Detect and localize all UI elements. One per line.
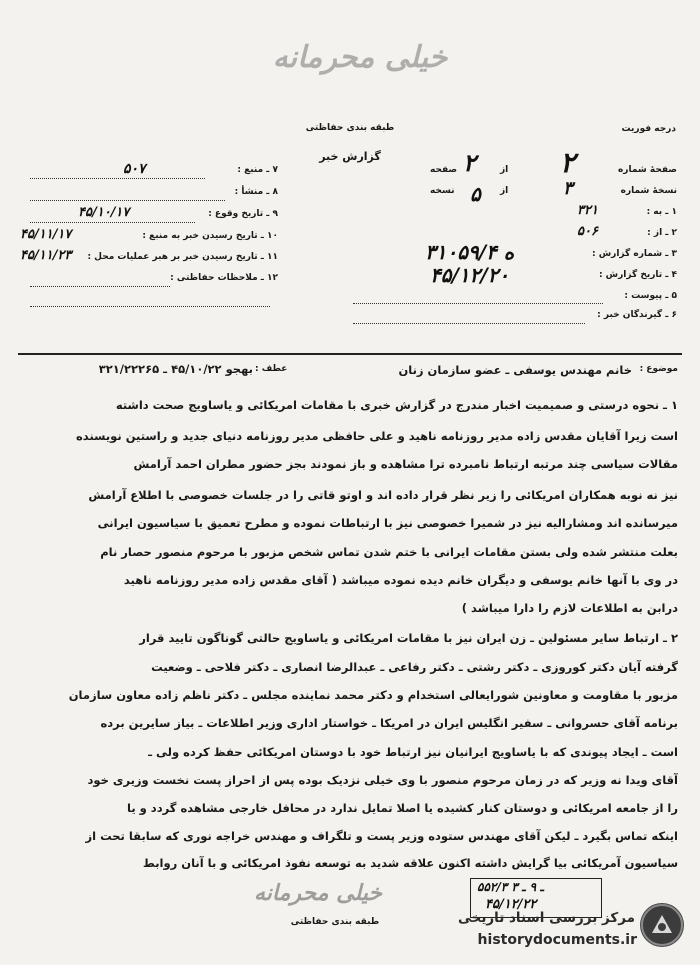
report-title: گزارش خبر: [319, 150, 381, 163]
header-divider: [18, 353, 682, 355]
field-report-date-value: ۴۵/۱۲/۲۰: [430, 263, 510, 287]
dotted-line: [30, 286, 170, 287]
field-security-notes-label: ۱۲ ـ ملاحظات حفاظتی :: [170, 273, 278, 283]
field-received-ops-label: ۱۱ ـ تاریخ رسیدن خبر بر هبر عملیات محل :: [87, 252, 278, 262]
field-recipients-label: ۶ ـ گیرندگان خبر :: [597, 310, 677, 320]
body-line: میرسانده اند ومشارالیه نیز در شمیرا خصوصی نیز با ارتباطات نموده و مطرح تعمیق با سیاسیون ایرانی: [97, 516, 678, 530]
reference-text: بهجو ۴۵/۱۰/۲۲ ـ ۳۲۱/۲۲۲۶۵: [98, 362, 253, 376]
footer-classification-label: طبقه بندی حفاظتی: [290, 917, 380, 927]
body-line: سیاسیون آمریکائی بیا گرایش داشته اکنون علاقه شدید به توسعه نفوذ امریکائی و با آنان روابط: [142, 856, 678, 870]
field-attachment-label: ۵ ـ پیوست :: [624, 291, 677, 301]
field-source-value: ۵۰۷: [123, 161, 146, 177]
body-line: ۱ ـ نحوه درستی و صمیمیت اخبار مندرج در گزارش خبری با مقامات امریکائی و یاساویج صحت داشته: [115, 398, 678, 412]
subject-label: موضوع :: [639, 364, 678, 374]
subject-text: خانم مهندس یوسفی ـ عضو سازمان زنان: [398, 363, 632, 377]
field-report-number-value: ۳۱۰۵۹/ه ۴: [425, 240, 515, 264]
handwritten-page-number: ۲: [560, 146, 576, 179]
reference-label: عطف :: [255, 364, 288, 374]
handwritten-copy-of: ۵: [470, 182, 481, 206]
copy-end-label: نسخه: [430, 186, 455, 196]
body-line: برنامه آقای حسروانی ـ سفیر انگلیس ایران در امریکا ـ خواستار اداری وزیر اطلاعات ـ بیاز سایرین برده: [100, 716, 678, 730]
footer-classification-stamp: خیلی محرمانه: [253, 880, 383, 906]
footer-stamp-date: ۴۵/۱۲/۲۲: [485, 897, 537, 912]
body-line: ۲ ـ ارتباط سایر مسئولین ـ زن ایران نیز با مقامات امریکائی و یاساویج حالتی گوناگون تایید قرار: [139, 631, 678, 645]
classification-label: طبقه بندی حفاظتی: [305, 123, 395, 133]
handwritten-copy-number: ۳: [563, 178, 573, 199]
body-line: مزبور با مقاومت و معاونین شورایعالی استخدام و دکتر محمد نماینده مجلس ـ دکتر ناظم زاده معاون سازمان: [68, 688, 678, 702]
urgency-label: درجه فوریت: [621, 124, 676, 134]
page-number-label: صفحهٔ شماره: [617, 165, 677, 175]
left-fields: [18, 160, 278, 310]
body-line: آقای ویدا نه وزیر که در زمان مرحوم منصور با وی خیلی نزدیک بوده پس از احراز پست نخست وزیری خود: [87, 773, 678, 787]
field-report-number-label: ۳ ـ شماره گزارش :: [592, 249, 677, 259]
archive-logo-icon: [640, 903, 684, 947]
page-of-label: از: [500, 165, 509, 175]
field-received-source-label: ۱۰ ـ تاریخ رسیدن خبر به منبع :: [142, 231, 278, 241]
watermark-url: historydocuments.ir: [477, 932, 637, 948]
body-line: را از جامعه امریکائی و دوستان کنار کشیده یا اصلا تمایل ندارد در محافل خارجی مشاهده گردد و یا: [127, 801, 678, 815]
field-from-value: ۵۰۶: [577, 224, 598, 239]
field-source-label: ۷ ـ منبع :: [237, 165, 278, 175]
field-report-date-label: ۴ ـ تاریخ گزارش :: [598, 270, 677, 280]
dotted-line: [353, 323, 585, 324]
dotted-line: [30, 306, 270, 307]
watermark-title: مرکز بررسی اسناد تاریخی: [457, 910, 635, 926]
body-line: مقالات سیاسی چند مرتبه ارتباط نامبرده ترا مشاهده و باز نمودند بجز حضور مطران احمد آرامش: [133, 457, 678, 471]
body-line: است زیرا آقایان مقدس زاده مدیر روزنامه ناهید و علی حافظی مدیر روزنامه دنیای جدید و راستین نویسنده: [76, 429, 678, 443]
body-line: اینکه تماس بگیرد ـ لیکن آقای مهندس ستوده وزیر پست و تلگراف و مهندس خراجه نوری که سابقا تحت از: [85, 829, 678, 843]
top-classification-stamp: خیلی محرمانه: [272, 40, 448, 75]
copy-number-label: نسخهٔ شماره: [620, 186, 677, 196]
field-origin-label: ۸ ـ منشأ :: [234, 187, 278, 197]
body-line: در وی با آنها خانم یوسفی و دیگران خانم دیده نموده میباشد ( آقای مقدس زاده مدیر روزنامه ناهید: [123, 573, 678, 587]
copy-of-label: از: [500, 186, 509, 196]
archive-logo-mark-icon: [640, 903, 684, 947]
body-line: است ـ ایجاد پیوندی که با یاساویج ایرانیان نیز ارتباط خود با دوستان امریکائی حفظ کرده ولی ـ: [148, 745, 678, 759]
footer-stamp-number: ۵۵۲/۳ ـ ۹ ـ ۳: [477, 880, 544, 894]
body-line: گرفته آیان دکتر کوروزی ـ دکتر رشتی ـ دکتر رفاعی ـ عبدالرضا انصاری ـ دکتر فلاحی ـ وضعیت: [151, 660, 678, 674]
field-from-label: ۲ ـ از :: [647, 228, 677, 238]
field-to-value: ۳۲۱: [577, 203, 598, 218]
body-line: نیز نه نوبه همکاران امریکائی را زیر نظر قرار داده اند و اوتو قاتی را در جلسات خصوصی با اطلاع آرامش: [88, 488, 678, 502]
handwritten-page-of: ۲: [463, 148, 476, 177]
dotted-line: [353, 303, 603, 304]
dotted-line: [30, 200, 225, 201]
field-event-date-label: ۹ ـ تاریخ وقوع :: [208, 209, 278, 219]
field-received-source-value: ۴۵/۱۱/۱۷: [20, 227, 72, 242]
dotted-line: [30, 178, 205, 179]
page-end-label: صفحه: [430, 165, 458, 175]
field-event-date-value: ۴۵/۱۰/۱۷: [78, 205, 130, 220]
dotted-line: [30, 222, 195, 223]
body-line: درابن به اطلاعات لازم را دارا میباشد ): [461, 601, 678, 615]
field-to-label: ۱ ـ به :: [646, 207, 677, 217]
field-received-ops-value: ۴۵/۱۱/۲۳: [20, 248, 72, 263]
body-line: بعلت منتشر شده ولی بستن مقامات ایرانی با ختم شدن تماس شخص مزبور با مرحوم منصور حصار نام: [100, 545, 678, 559]
